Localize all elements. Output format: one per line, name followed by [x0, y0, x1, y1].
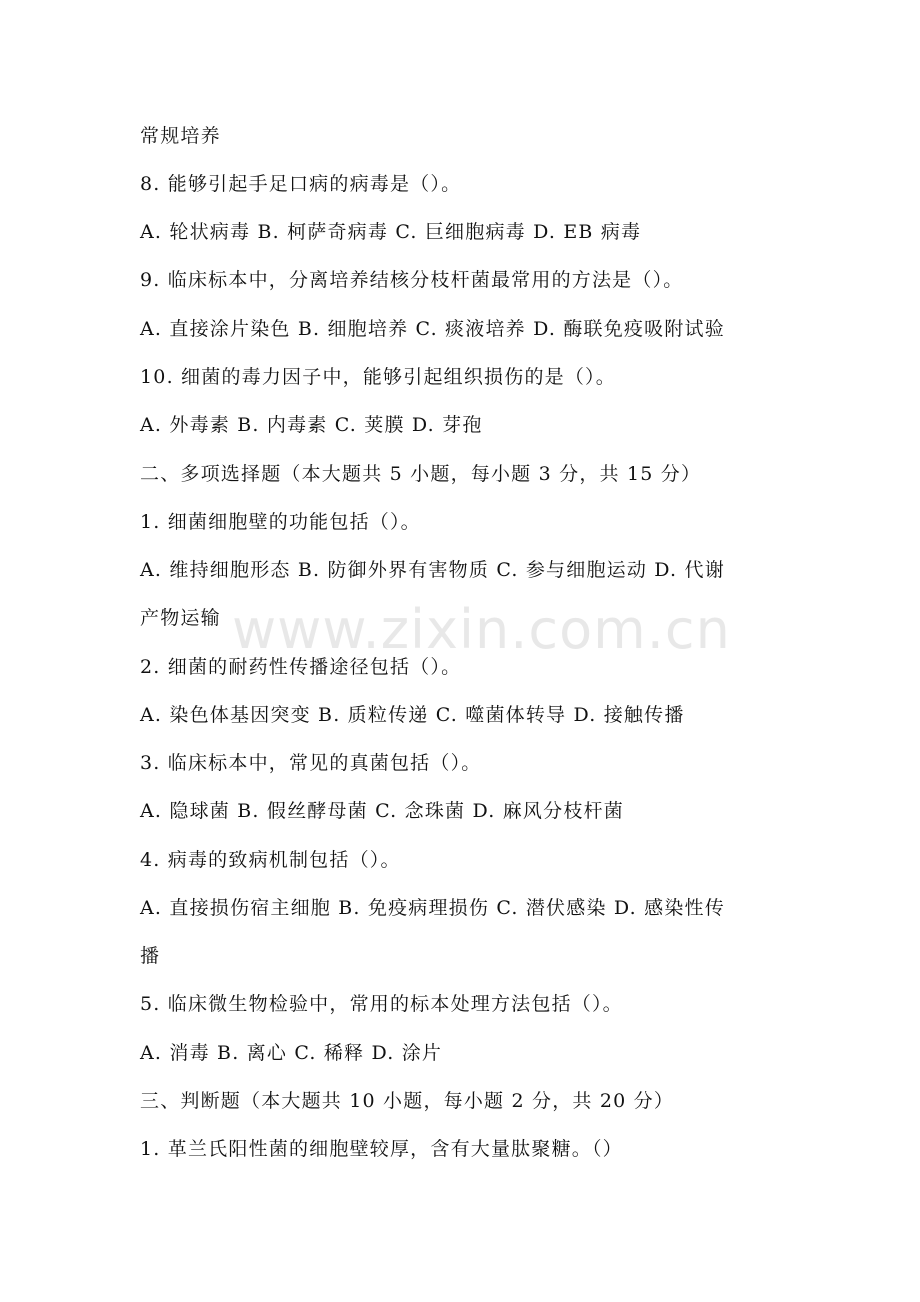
watermark: www.zixin.com.cn	[232, 598, 731, 661]
question-10: 10. 细菌的毒力因子中，能够引起组织损伤的是（）。	[140, 366, 616, 388]
section-heading-true-false: 三、判断题（本大题共 10 小题，每小题 2 分，共 20 分）	[140, 1090, 675, 1112]
options-mc-2: A. 染色体基因突变 B. 质粒传递 C. 噬菌体转导 D. 接触传播	[140, 704, 685, 726]
question-8: 8. 能够引起手足口病的病毒是（）。	[140, 173, 462, 195]
options-9: A. 直接涂片染色 B. 细胞培养 C. 痰液培养 D. 酶联免疫吸附试验	[140, 318, 725, 340]
options-mc-4: A. 直接损伤宿主细胞 B. 免疫病理损伤 C. 潜伏感染 D. 感染性传	[140, 897, 725, 919]
options-mc-1-cont: 产物运输	[140, 607, 221, 629]
section-heading-multiple-choice: 二、多项选择题（本大题共 5 小题，每小题 3 分，共 15 分）	[140, 463, 702, 485]
question-mc-3: 3. 临床标本中，常见的真菌包括（）。	[140, 752, 482, 774]
text-line: 常规培养	[140, 125, 221, 147]
question-mc-2: 2. 细菌的耐药性传播途径包括（）。	[140, 656, 462, 678]
options-10: A. 外毒素 B. 内毒素 C. 荚膜 D. 芽孢	[140, 414, 483, 436]
options-mc-5: A. 消毒 B. 离心 C. 稀释 D. 涂片	[140, 1042, 443, 1064]
options-8: A. 轮状病毒 B. 柯萨奇病毒 C. 巨细胞病毒 D. EB 病毒	[140, 221, 642, 243]
question-mc-4: 4. 病毒的致病机制包括（）。	[140, 849, 401, 871]
question-mc-1: 1. 细菌细胞壁的功能包括（）。	[140, 511, 421, 533]
question-9: 9. 临床标本中，分离培养结核分枝杆菌最常用的方法是（）。	[140, 269, 684, 291]
question-tf-1: 1. 革兰氏阳性菌的细胞壁较厚，含有大量肽聚糖。（）	[140, 1138, 623, 1160]
options-mc-4-cont: 播	[140, 945, 161, 967]
options-mc-1: A. 维持细胞形态 B. 防御外界有害物质 C. 参与细胞运动 D. 代谢	[140, 559, 725, 581]
question-mc-5: 5. 临床微生物检验中，常用的标本处理方法包括（）。	[140, 993, 623, 1015]
options-mc-3: A. 隐球菌 B. 假丝酵母菌 C. 念珠菌 D. 麻风分枝杆菌	[140, 800, 624, 822]
